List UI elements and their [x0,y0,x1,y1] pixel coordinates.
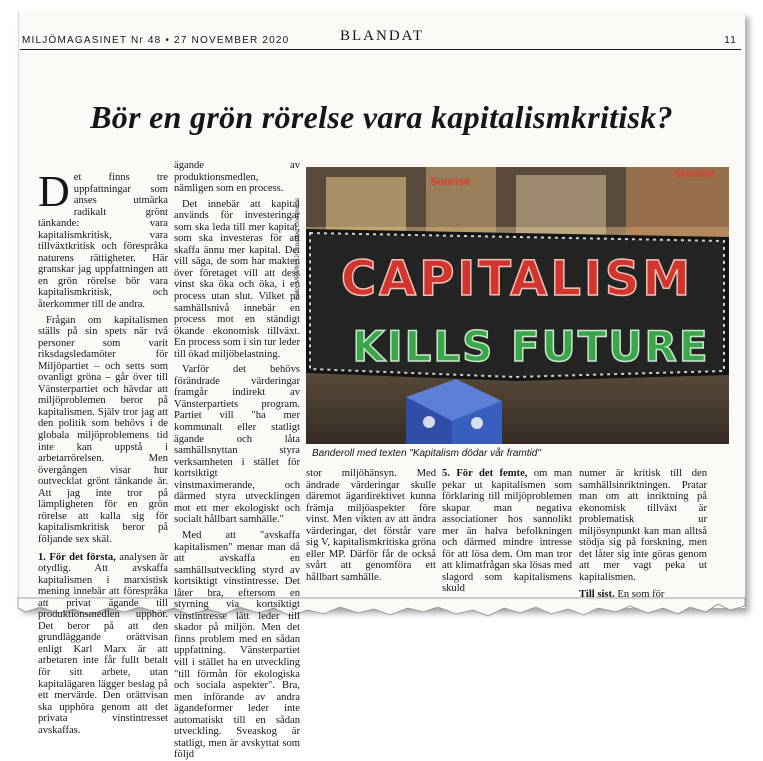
page-number: 11 [724,35,737,46]
article-column-4 [442,468,572,602]
photo-illustration [306,167,729,444]
numbered-paragraph: 5. För det femte, om man pekar ut kapitalismen som förklaring till miljöproblemen skapar man negativa associationer hos sannolikt mer än halva befolkningen och därmed mindre intresse för att lösa dem. Om man tror att klimatfrågan ska lösas med slagord som kapitalismens skuld [442,468,572,595]
body-paragraph: Med att "avskaffa kapitalismen" menar man då att avskaffa en samhällsutveckling styrd av kortsiktigt vinstintresse. Det låter bra, eftersom en styrning via kortsiktigt vinstintresse lätt leder till skador på miljön. Men det finns problem med en sådan uppfattning. Vänsterpartiet vill i stället ha en utveckling "till förmån för ekologiska och sociala aspekter". Bra, men införande av andra ägandeformer leder inte automatiskt till en sådan utveckling. Sveaskog är statligt, men är avskyttat som följd [174,529,300,761]
photo-caption: Banderoll med texten "Kapitalism dödar vår framtid" [312,448,541,459]
body-paragraph: stor miljöhänsyn. Med ändrade värderingar skulle däremot ägardirektivet kunna främja miljöaspekter före vinst. Men vikten av att ändra värderingar, det förstår vare sig V, kapitalismkritiska gröna eller MP. Därför får de också svårt att genomföra ett hållbart samhälle. [306,468,436,583]
article-column-2 [174,160,300,761]
body-paragraph: numer är kritisk till den samhällsinriktningen. Pratar man om att inriktning på ekonomisk tillväxt är problematisk ur miljösynpunkt kan man alltså stödja sig på forskning, men det låter sig inte göras genom att mer vagt peka ut kapitalismen. [579,468,707,583]
article-column-5 [579,468,707,602]
article-column-1 [38,167,168,736]
body-paragraph: Frågan om kapitalismen ställs på sin spets när två personer som varit riksdagsledamöter för Miljöpartiet – och setts som ovanligt gröna – går över till Vänsterpartiet och hävdar att miljöproblemen beror på kapitalismen. Själv tror jag att den politik som behövs i de globala miljöproblemens tid inte kan uppstå i arbetarrörelsen. Men övergången visar hur outvecklat grönt tänkande är. Att jag inte tror på lämpligheten för en grön rörelse att kalla sig för kapitalismkritisk beror på följande sex skäl. [38,314,168,545]
section-title: BLANDAT [340,28,424,44]
banner-photo [306,167,729,444]
photo-credit: Foto: MPMMSJ/Creative Commons [294,197,301,300]
body-paragraph: ägande av produktionsmedlen, nämligen som en process. [174,160,300,195]
body-paragraph: Varför det behövs förändrade värderingar framgår indirekt av Vänsterpartiets program. Partiet vill "ha mer kommunalt eller statligt ägande och låta samhällsnyttan styra verksamheten i stället för kortsiktigt vinstmaximerande, och därmed styra utvecklingen mot ett mer ekologiskt och socialt hållbart samhälle." [174,364,300,526]
numbered-paragraph: 1. För det första, analysen är otydlig. Att avskaffa kapitalismen i marxistisk mening innebär att förespråka att privat ägande till produktionsmedlen upphör. Det beror på att den grundläggande orättvisan enligt Karl Marx är att arbetaren inte får fullt betalt för sitt arbete, utan kapitalägaren lägger beslag på ett mervärde. Den orättvisan ska upphöra genom att det privata vinstintresset avskaffas. [38,551,168,736]
article-headline: Bör en grön rörelse vara kapitalismkritisk? [90,99,673,135]
article-column-3 [306,468,436,602]
drop-cap: D [38,167,70,216]
publication-line: MILJÖMAGASINET Nr 48 • 27 NOVEMBER 2020 [22,35,290,46]
body-paragraph: Det innebär att kapital används för investeringar som ska leda till mer kapital, som ska investeras för att skaffa ännu mer kapital. Det vill säga, de som har makten över företaget vill att dess vinst ska öka och öka, i en process utan slut. Vilket på samhällsnivå innebär en process mot en ständigt ökande ekonomisk tillväxt. En process som i sin tur leder till ökad miljöbelastning. [174,198,300,360]
banner-text-top: CAPITALISM [340,251,694,307]
page-header [20,28,741,50]
intro-paragraph: Det finns tre uppfattningar som anses utmärka radikalt grönt tänkande: vara kapitalismkritisk, vara tillväxtkritisk och förespråka naturens rättigheter. Här granskar jag uppfattningen att en grön rörelse bör vara kapitalismkritisk, och återkommer till de andra. [38,167,168,311]
shop-sign: Sunrise [674,168,715,180]
body-paragraph: Till sist. En som för [579,589,665,601]
shop-sign: Sunrise [430,176,471,188]
banner-text-bottom: KILLS FUTURE [352,322,710,371]
